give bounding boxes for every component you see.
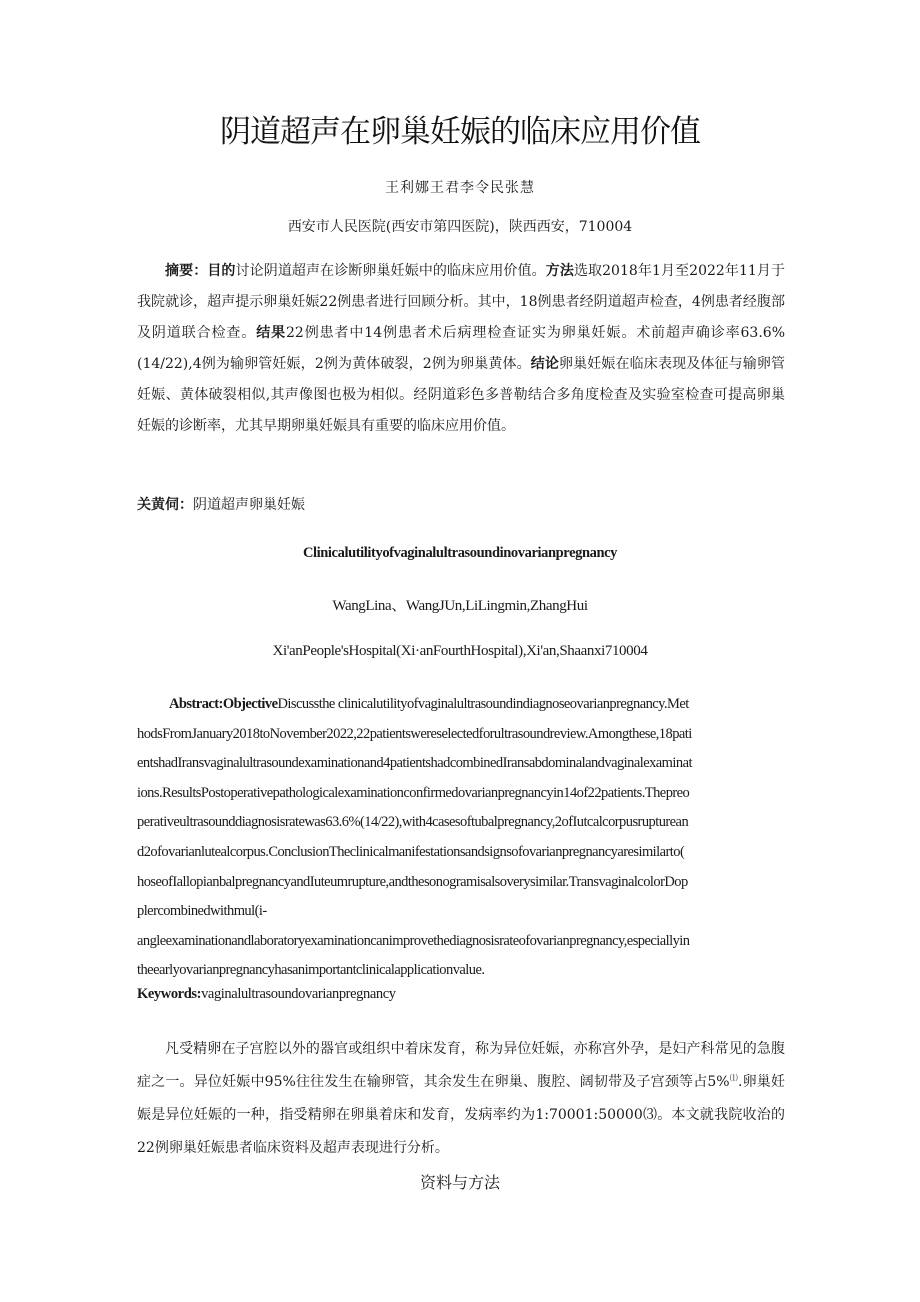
- paper-title-zh: 阴道超声在卵巢妊娠的临床应用价值: [220, 114, 700, 150]
- abstract-line: hoseofIallopianbalpregnancyandIuteumrupture,andthesonogramisalsoverysimilar.TransvaginalcolorDop: [137, 873, 688, 890]
- results-label-zh: 结果: [256, 325, 286, 341]
- abstract-line: theearlyovarianpregnancyhasanimportantclinicalapplicationvalue.: [137, 962, 485, 979]
- authors-zh: 王利娜王君李令民张慧: [385, 180, 535, 196]
- keywords-en: [137, 986, 396, 1003]
- introduction-paragraph: [137, 1033, 785, 1165]
- abstract-line: entshadIransvaginalultrasoundexaminationand4patientshadcombinedIransabdominalandvaginalexaminat: [137, 755, 692, 772]
- abstract-label-zh: 摘要：: [165, 263, 208, 279]
- conclusion-text-zh: 卵巢妊娠在临床表现及体征与输卵管妊娠、黄体破裂相似,其声像图也极为相似。经阴道彩色多普勒结合多角度检查及实验室检查可提高卵巢妊娠的诊断率，尤其早期卵巢妊娠具有重要的临床应用价值。: [137, 356, 785, 434]
- section-heading: 资料与方法: [419, 1173, 500, 1192]
- objective-label-en: Objective: [222, 696, 278, 712]
- objective-text-zh: 讨论阴道超声在诊断卵巢妊娠中的临床应用价值。: [235, 263, 546, 279]
- methods-text-zh: 选取2018年1月至2022年11月于我院就诊，超声提示卵巢妊娠22例患者进行回顾分析。其中，18例患者经阴道超声检查，4例患者经腹部及阴道联合检查。: [137, 263, 786, 341]
- abstract-line: ions.ResultsPostoperativepathologicalexaminationconfirmedovarianpregnancyin14of22patients.Thepreo: [137, 784, 690, 801]
- citation-ref-3: ⑶: [642, 1107, 658, 1123]
- abstract-line: plercombinedwithmul(i-: [137, 903, 267, 920]
- abstract-line: angleexaminationandlaboratoryexaminationcanimprovethediagnosisrateofovarianpregnancy,especiallyin: [137, 932, 690, 949]
- authors-en: WangLina、WangJUn,LiLingmin,ZhangHui: [332, 598, 588, 614]
- affiliation-en: Xi'anPeople'sHospital(Xi·anFourthHospital),Xi'an,Shaanxi710004: [272, 643, 648, 659]
- objective-label-zh: 目的: [207, 263, 236, 279]
- methods-label-zh: 方法: [545, 263, 574, 279]
- affiliation-zh: 西安市人民医院(西安市第四医院)，陕西西安，710004: [287, 219, 633, 235]
- abstract-line: perativeultrasounddiagnosisratewas63.6%(14/22),with4casesoftubalpregnancy,2ofIutcalcorpusrupturean: [137, 814, 689, 831]
- keywords-label-en: Keywords:: [137, 986, 202, 1002]
- abstract-en: [137, 690, 785, 986]
- paper-title-en: Clinicalutilityofvaginalultrasoundinovarianpregnancy: [302, 545, 618, 561]
- citation-ref-1: ⑴: [729, 1073, 738, 1083]
- abstract-line: hodsFromJanuary2018toNovember2022,22patientswereselectedforultrasoundreview.Amongthese,18pati: [137, 725, 692, 742]
- abstract-line-text: Discussthe clinicalutilityofvaginalultrasoundindiagnoseovarianpregnancy.Met: [277, 696, 689, 712]
- abstract-line: [137, 690, 785, 720]
- abstract-label-en: Abstract:: [169, 696, 223, 712]
- intro-text-2: .卵巢妊娠是异位妊娠的一种，指受精卵在卵巢着床和发育，发病率约为1:70001:50000: [137, 1074, 785, 1123]
- intro-text-3: 。本文就我院收治的22例卵巢妊娠患者临床资料及超声表现进行分析。: [137, 1107, 785, 1156]
- results-text-zh: 22例患者中14例患者术后病理检查证实为卵巢妊娠。术前超声确诊率63.6%(14/22),4例为输卵管妊娠，2例为黄体破裂，2例为卵巢黄体。: [137, 325, 786, 372]
- abstract-line: d2ofovarianlutealcorpus.ConclusionTheclinicalmanifestationsandsignsofovarianpregnancyaresimilarto(: [137, 843, 685, 860]
- keywords-text-en: vaginalultrasoundovarianpregnancy: [201, 986, 396, 1002]
- abstract-zh: [137, 256, 785, 442]
- keywords-zh: [137, 494, 305, 514]
- conclusion-label-zh: 结论: [530, 356, 560, 372]
- keywords-label-zh: 关黄伺：: [137, 497, 193, 513]
- keywords-text-zh: 阴道超声卵巢妊娠: [193, 497, 305, 513]
- intro-text-1: 凡受精卵在子宫腔以外的器官或组织中着床发育，称为异位妊娠，亦称宫外孕，是妇产科常见的急腹症之一。异位妊娠中95%往往发生在输卵管，其余发生在卵巢、腹腔、阔韧带及子宫颈等占5%: [137, 1041, 785, 1090]
